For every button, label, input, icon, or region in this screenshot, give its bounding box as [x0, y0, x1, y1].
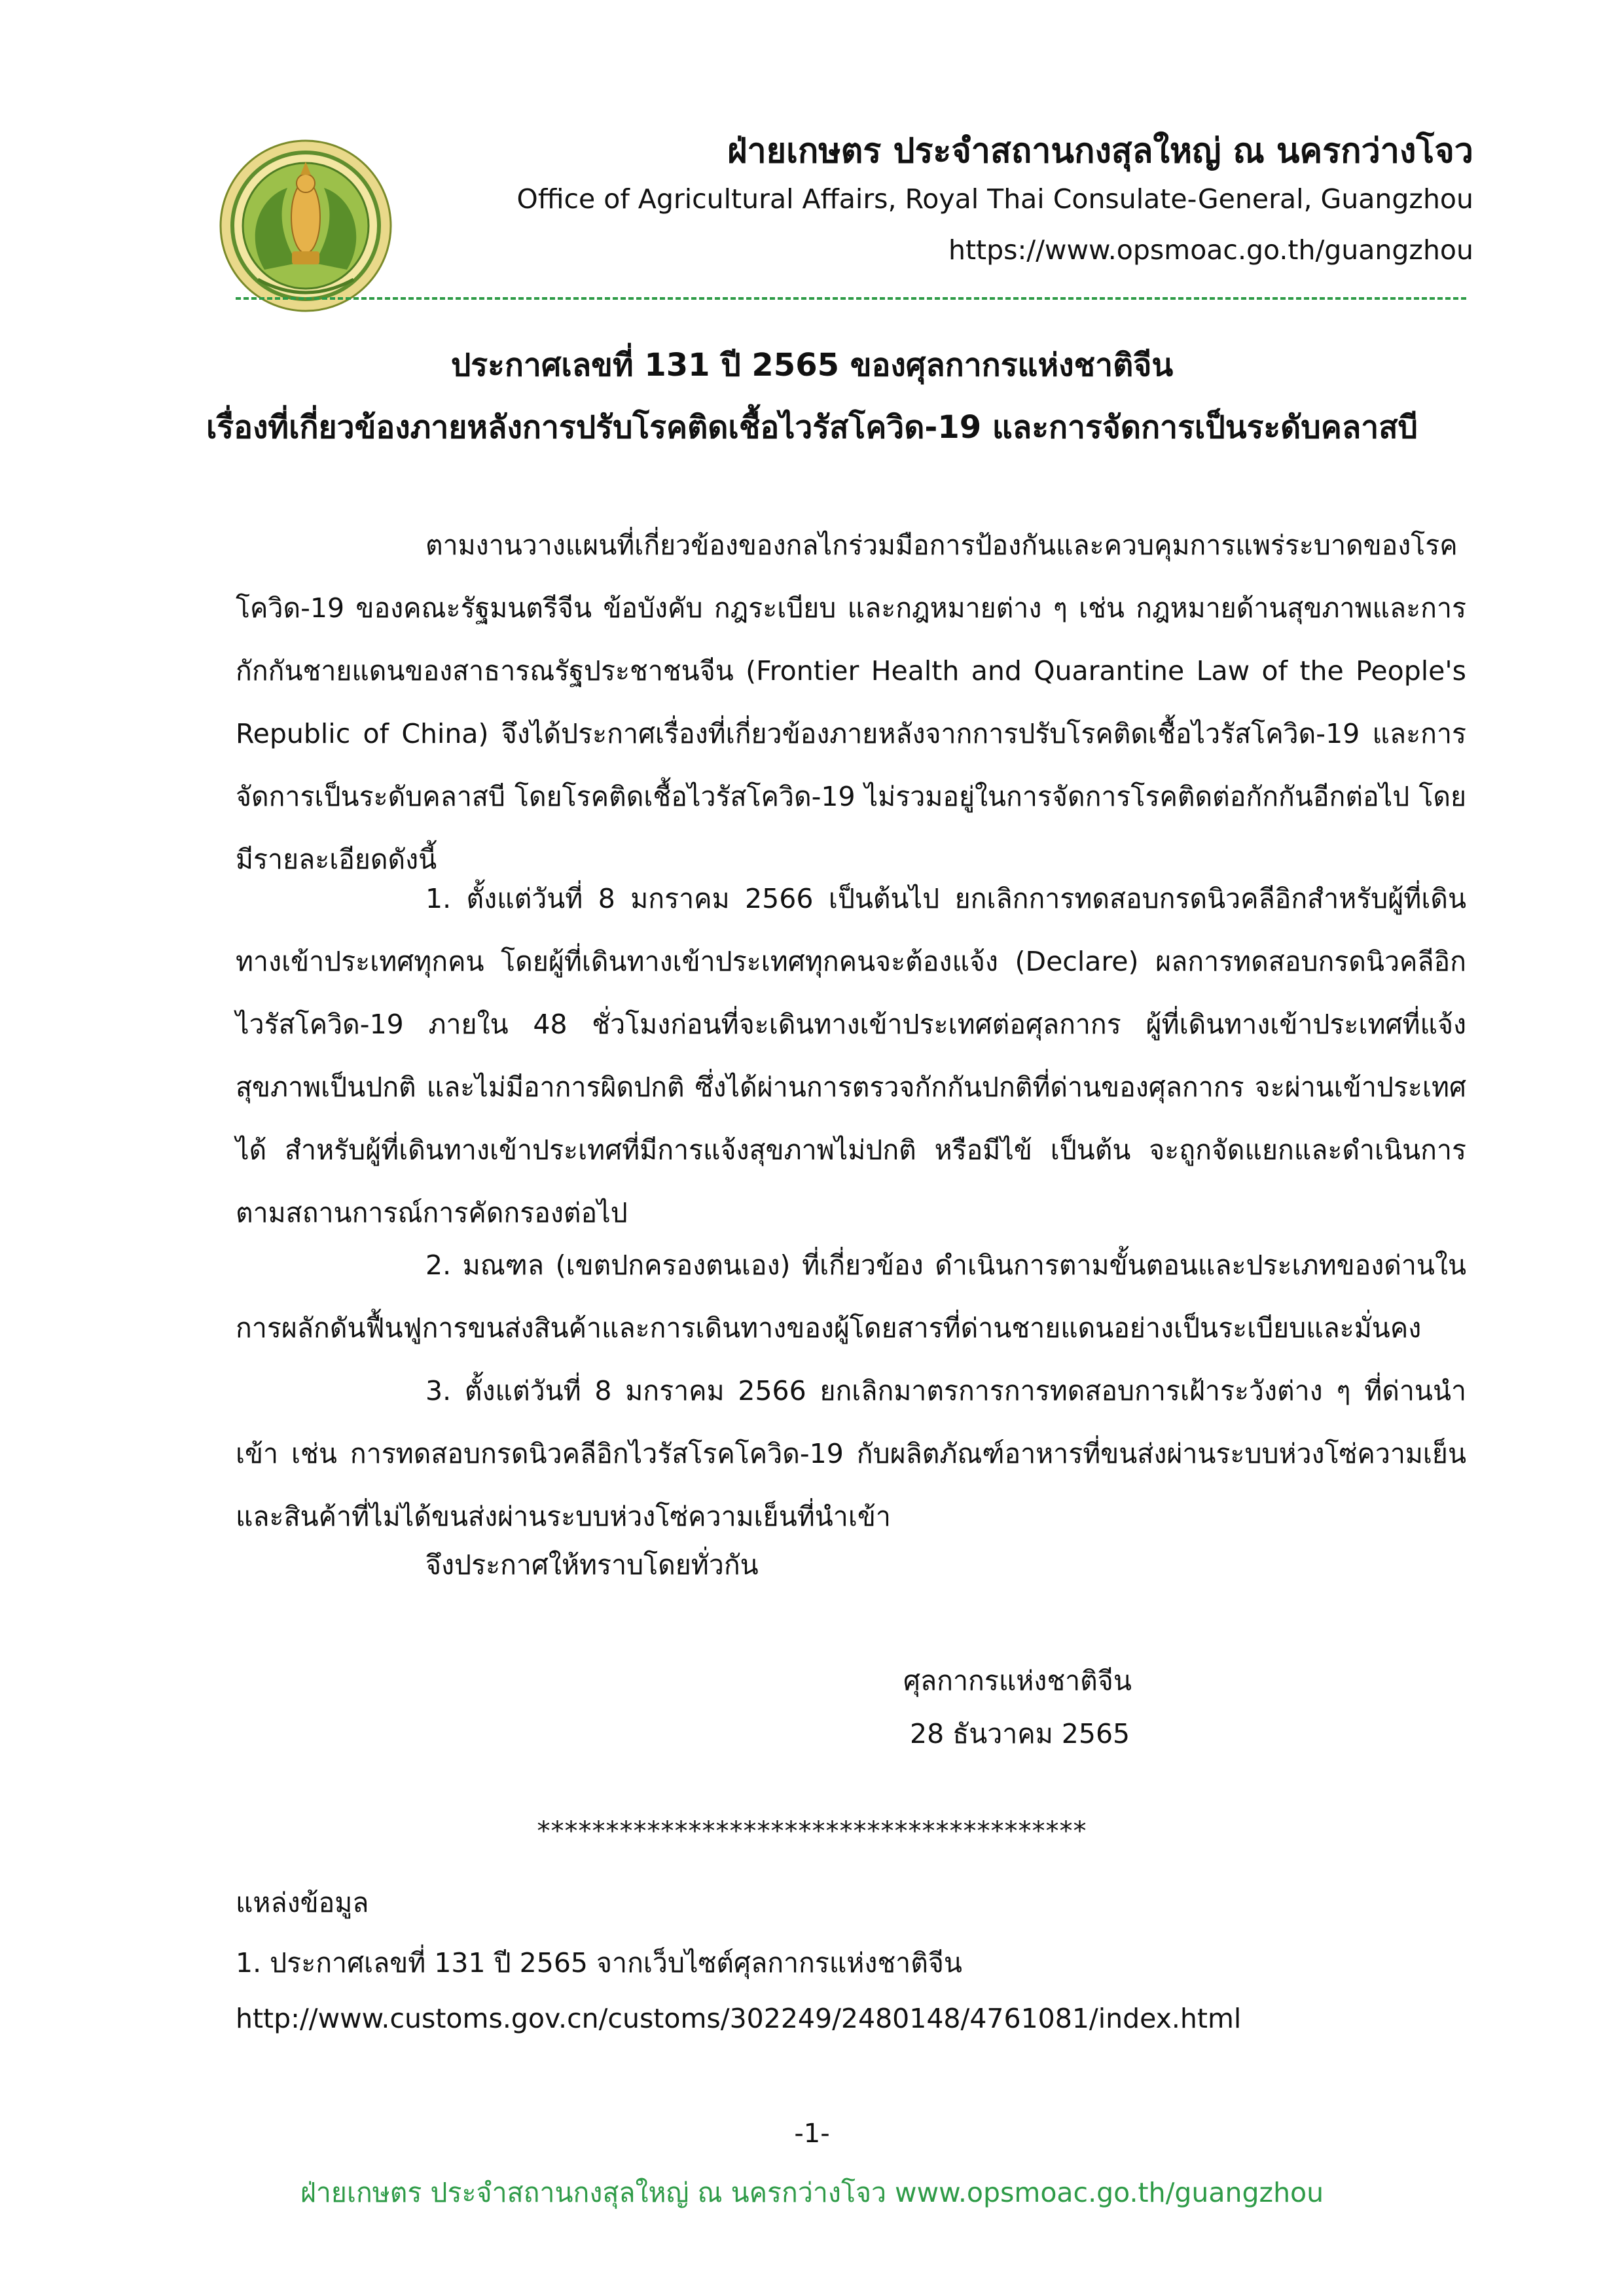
page-number: -1-: [794, 2119, 830, 2149]
header-title-english: Office of Agricultural Affairs, Royal Thai Consulate-General, Guangzhou: [516, 183, 1473, 215]
ministry-seal-icon: [219, 139, 393, 313]
item-3-text: 3. ตั้งแต่วันที่ 8 มกราคม 2566 ยกเลิกมาตรการการทดสอบการเฝ้าระวังต่าง ๆ ที่ด่านนำเข้า เช่น การทดสอบกรดนิวคลีอิกไวรัสโรคโควิด-19 กับผลิตภัณฑ์อาหารที่ขนส่งผ่านระบบห่วงโซ่ความเย็นและสินค้าที่ไม่ได้ขนส่งผ่านระบบห่วงโซ่ความเย็นที่นำเข้า: [236, 1375, 1466, 1532]
sources-heading: แหล่งข้อมูล: [236, 1887, 369, 1918]
item-1-text: 1. ตั้งแต่วันที่ 8 มกราคม 2566 เป็นต้นไป ยกเลิกการทดสอบกรดนิวคลีอิกสำหรับผู้ที่เดินทางเข้าประเทศทุกคน โดยผู้ที่เดินทางเข้าประเทศทุกคนจะต้องแจ้ง (Declare) ผลการทดสอบกรดนิวคลีอิกไวรัสโควิด-19 ภายใน 48 ชั่วโมงก่อนที่จะเดินทางเข้าประเทศต่อศุลกากร ผู้ที่เดินทางเข้าประเทศที่แจ้งสุขภาพเป็นปกติ และไม่มีอาการผิดปกติ ซึ่งได้ผ่านการตรวจกักกันปกติที่ด่านของศุลกากร จะผ่านเข้าประเทศได้ สำหรับผู้ที่เดินทางเข้าประเทศที่มีการแจ้งสุขภาพไม่ปกติ หรือมีไข้ เป็นต้น จะถูกจัดแยกและดำเนินการตามสถานการณ์การคัดกรองต่อไป: [236, 883, 1466, 1229]
announcement-subject: เรื่องที่เกี่ยวข้องภายหลังการปรับโรคติดเชื้อไวรัสโควิด-19 และการจัดการเป็นระดับคลาสบี: [206, 409, 1418, 446]
source-link[interactable]: http://www.customs.gov.cn/customs/302249/2480148/4761081/index.html: [236, 2003, 1242, 2034]
source-item: 1. ประกาศเลขที่ 131 ปี 2565 จากเว็บไซต์ศุลกากรแห่งชาติจีน: [236, 1947, 962, 1979]
closing-statement: จึงประกาศให้ทราบโดยทั่วกัน: [425, 1549, 759, 1581]
item-2-text: 2. มณฑล (เขตปกครองตนเอง) ที่เกี่ยวข้อง ดำเนินการตามขั้นตอนและประเภทของด่านในการผลักดันฟื้นฟูการขนส่งสินค้าและการเดินทางของผู้โดยสารที่ด่านชายแดนอย่างเป็นระเบียบและมั่นคง: [236, 1249, 1466, 1344]
signature-organization: ศุลกากรแห่งชาติจีน: [903, 1665, 1132, 1696]
header-title-thai: ฝ่ายเกษตร ประจำสถานกงสุลใหญ่ ณ นครกว่างโจว: [727, 132, 1473, 171]
section-separator: ****************************************: [537, 1816, 1087, 1846]
list-item: [236, 867, 1466, 1244]
intro-text: ตามงานวางแผนที่เกี่ยวข้องของกลไกร่วมมือการป้องกันและควบคุมการแพร่ระบาดของโรคโควิด-19 ของคณะรัฐมนตรีจีน ข้อบังคับ กฎระเบียบ และกฎหมายต่าง ๆ เช่น กฎหมายด้านสุขภาพและการกักกันชายแดนของสาธารณรัฐประชาชนจีน (Frontier Health and Quarantine Law of the People's Republic of China) จึงได้ประกาศเรื่องที่เกี่ยวข้องภายหลังจากการปรับโรคติดเชื้อไวรัสโควิด-19 และการจัดการเป็นระดับคลาสบี โดยโรคติดเชื้อไวรัสโควิด-19 ไม่รวมอยู่ในการจัดการโรคติดต่อกักกันอีกต่อไป โดยมีรายละเอียดดังนี้: [236, 529, 1466, 875]
header-url[interactable]: https://www.opsmoac.go.th/guangzhou: [948, 234, 1473, 266]
list-item: [236, 1234, 1466, 1359]
signature-date: 28 ธันวาคม 2565: [910, 1718, 1130, 1749]
announcement-title: ประกาศเลขที่ 131 ปี 2565 ของศุลกากรแห่งชาติจีน: [450, 347, 1174, 384]
header-divider: [236, 297, 1466, 300]
intro-paragraph: [236, 514, 1466, 891]
footer-text: ฝ่ายเกษตร ประจำสถานกงสุลใหญ่ ณ นครกว่างโจว www.opsmoac.go.th/guangzhou: [300, 2177, 1324, 2208]
list-item: [236, 1359, 1466, 1548]
